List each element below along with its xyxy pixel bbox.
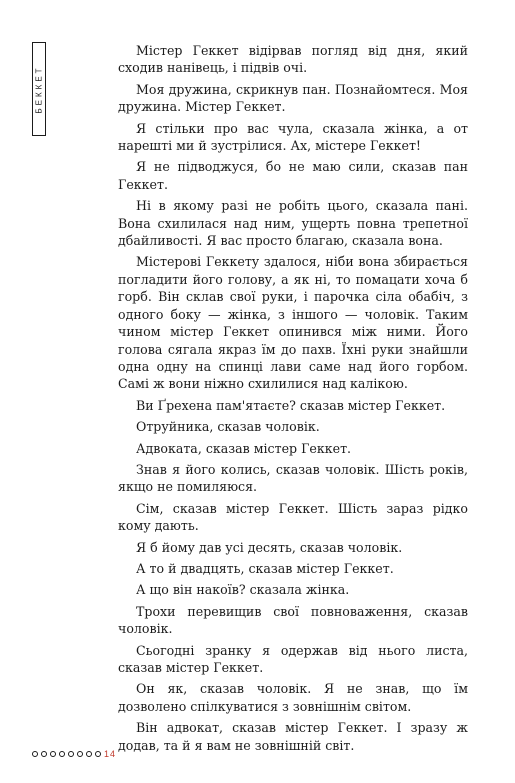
circle-icon xyxy=(32,751,38,757)
paragraph: Я стільки про вас чула, сказала жінка, а от нарешті ми й зустрілися. Ах, містере Геккет! xyxy=(118,120,468,154)
paragraph: Ви Ґрехена пам'ятаєте? сказав містер Геккет. xyxy=(136,397,446,413)
circle-icon xyxy=(95,751,101,757)
paragraph: Моя дружина, скрикнув пан. Познайомтеся. Моя дружина. Містер Геккет. xyxy=(118,81,468,115)
page-footer xyxy=(32,749,116,759)
circle-icon xyxy=(59,751,65,757)
body-text xyxy=(118,42,468,758)
running-title: БЕККЕТ xyxy=(34,64,44,114)
paragraph: Адвоката, сказав містер Геккет. xyxy=(136,440,352,456)
paragraph: Ні в якому разі не робіть цього, сказала пані. Вона схилилася над ним, ущерть повна трепетної дбайливості. Я вас просто благаю, сказала вона. xyxy=(118,198,468,249)
paragraph: Сьогодні зранку я одержав від нього листа, сказав містер Геккет. xyxy=(118,642,468,675)
paragraph: Знав я його колись, сказав чоловік. Шість років, якщо не помиляюся. xyxy=(118,461,468,495)
circle-icon xyxy=(77,751,83,757)
circle-icon xyxy=(50,751,56,757)
paragraph: Трохи перевищив свої повноваження, сказав чоловік. xyxy=(118,603,468,637)
paragraph: Містер Геккет відірвав погляд від дня, який сходив нанівець, і підвів очі. xyxy=(118,43,468,76)
paragraph: Сім, сказав містер Геккет. Шість зараз рідко кому дають. xyxy=(118,500,468,534)
circle-icon xyxy=(41,751,47,757)
paragraph: Отруйника, сказав чоловік. xyxy=(136,419,320,435)
paragraph: Він адвокат, сказав містер Геккет. І зразу ж додав, та й я вам не зовнішній світ. xyxy=(118,720,468,753)
circle-icon xyxy=(68,751,74,757)
paragraph: А то й двадцять, сказав містер Геккет. xyxy=(136,560,394,576)
running-title-tab xyxy=(32,42,46,136)
paragraph: Містерові Геккету здалося, ніби вона збирається погладити його голову, а як ні, то помацати хоча б горб. Він склав свої руки, і парочка сіла обабіч, з одного боку — жінка, з іншого — чоловік. Таким чином містер Геккет опинився між ними. Його голова сягала якраз їм до пахв. Їхні руки знайшли одна одну на спинці лави саме над його горбом. Самі ж вони ніжно схилилися над калікою. xyxy=(118,254,468,392)
paragraph: Он як, сказав чоловік. Я не знав, що їм дозволено спілкуватися з зовнішнім світом. xyxy=(118,681,468,714)
circle-icon xyxy=(86,751,92,757)
paragraph: Я б йому дав усі десять, сказав чоловік. xyxy=(136,539,403,555)
paragraph: Я не підводжуся, бо не маю сили, сказав пан Геккет. xyxy=(118,159,468,192)
page-number: 14 xyxy=(104,749,117,759)
page-dots-ornament xyxy=(32,751,101,757)
paragraph: А що він накоїв? сказала жінка. xyxy=(136,582,350,598)
